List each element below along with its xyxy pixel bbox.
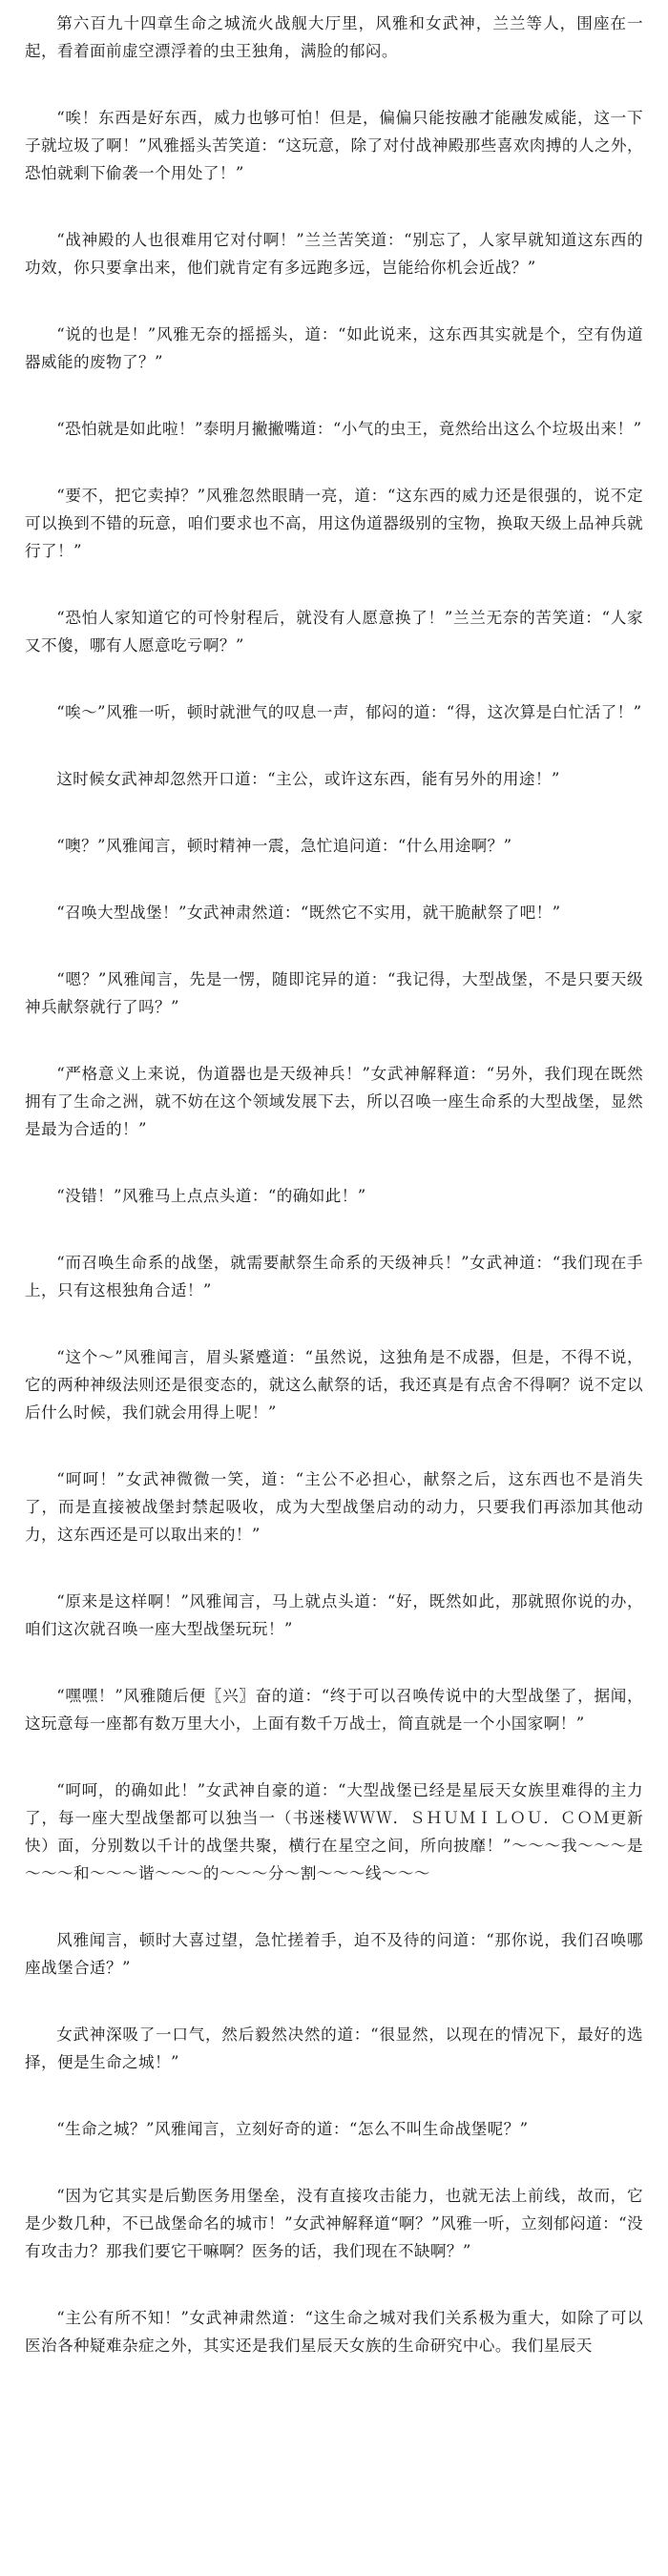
- paragraph-11: “召唤大型战堡！”女武神肃然道：“既然它不实用，就干脆献祭了吧！”: [56, 904, 561, 922]
- paragraph-3: “战神殿的人也很难用它对付啊！”兰兰苦笑道：“别忘了，人家早就知道这东西的功效，你只要拿出来，他们就肯定有多远跑多远，岂能给你机会近战？”: [25, 231, 643, 277]
- paragraph-20: “呵呵，的确如此！”女武神自豪的道：“大型战堡已经是星辰天女族里难得的主力了，每一座大型战堡都可以独当一（书迷楼ＷＷＷ．ＳＨＵＭＩＬＯＵ．ＣＯＭ更新快）面，分别数以千计的战堡共聚，横行在星空之间，所向披靡！”～～～我～～～是～～～和～～～谐～～～的～～～分～割～～～线～～～: [25, 1781, 643, 1882]
- paragraph-22: 女武神深吸了一口气，然后毅然决然的道：“很显然，以现在的情况下，最好的选择，便是生命之城！”: [25, 2025, 643, 2071]
- paragraph-15: “而召唤生命系的战堡，就需要献祭生命系的天级神兵！”女武神道：“我们现在手上，只有这根独角合适！”: [25, 1254, 643, 1299]
- paragraph-12: “嗯？”风雅闻言，先是一愣，随即诧异的道：“我记得，大型战堡，不是只要天级神兵献祭就行了吗？”: [25, 970, 643, 1016]
- paragraph-10: “噢？”风雅闻言，顿时精神一震，急忙追问道：“什么用途啊？”: [56, 837, 512, 855]
- paragraph-19: “嘿嘿！”风雅随后便〖兴〗奋的道：“终于可以召唤传说中的大型战堡了，据闻，这玩意每一座都有数万里大小，上面有数千万战士，简直就是一个小国家啊！”: [25, 1687, 643, 1733]
- paragraph-21: 风雅闻言，顿时大喜过望，急忙搓着手，迫不及待的问道：“那你说，我们召唤哪座战堡合适？”: [25, 1931, 643, 1977]
- paragraph-1: 第六百九十四章生命之城流火战舰大厅里，风雅和女武神，兰兰等人，围座在一起，看着面前虚空漂浮着的虫王独角，满脸的郁闷。: [25, 14, 643, 60]
- paragraph-7: “恐怕人家知道它的可怜射程后，就没有人愿意换了！”兰兰无奈的苦笑道：“人家又不傻，哪有人愿意吃亏啊？”: [25, 609, 643, 654]
- paragraph-24: “因为它其实是后勤医务用堡垒，没有直接攻击能力，也就无法上前线，故而，它是少数几种，不已战堡命名的城市！”女武神解释道“啊？”风雅一听，立刻郁闷道：“没有攻击力？那我们要它干嘛啊？医务的话，我们现在不缺啊？”: [25, 2187, 643, 2260]
- paragraph-5: “恐怕就是如此啦！”泰明月撇撇嘴道：“小气的虫王，竟然给出这么个垃圾出来！”: [56, 420, 642, 438]
- paragraph-6: “要不，把它卖掉？”风雅忽然眼睛一亮，道：“这东西的威力还是很强的，说不定可以换到不错的玩意，咱们要求也不高，用这伪道器级别的宝物，换取天级上品神兵就行了！”: [25, 487, 643, 560]
- paragraph-25: “主公有所不知！”女武神肃然道：“这生命之城对我们关系极为重大，如除了可以医治各种疑难杂症之外，其实还是我们星辰天女族的生命研究中心。我们星辰天: [25, 2309, 643, 2355]
- paragraph-14: “没错！”风雅马上点点头道：“的确如此！”: [56, 1187, 366, 1205]
- paragraph-9: 这时候女武神却忽然开口道：“主公，或许这东西，能有另外的用途！”: [56, 770, 560, 788]
- paragraph-17: “呵呵！”女武神微微一笑，道：“主公不必担心，献祭之后，这东西也不是消失了，而是直接被战堡封禁起吸收，成为大型战堡启动的动力，只要我们再添加其他动力，这东西还是可以取出来的！”: [25, 1470, 643, 1544]
- paragraph-8: “唉～”风雅一听，顿时就泄气的叹息一声，郁闷的道：“得，这次算是白忙活了！”: [56, 703, 642, 721]
- paragraph-18: “原来是这样啊！”风雅闻言，马上就点头道：“好，既然如此，那就照你说的办，咱们这次就召唤一座大型战堡玩玩！”: [25, 1592, 643, 1638]
- paragraph-16: “这个～”风雅闻言，眉头紧蹙道：“虽然说，这独角是不成器，但是，不得不说，它的两种神级法则还是很变态的，就这么献祭的话，我还真是有点舍不得啊？说不定以后什么时候，我们就会用得上呢！”: [25, 1348, 643, 1422]
- paragraph-4: “说的也是！”风雅无奈的摇摇头，道：“如此说来，这东西其实就是个，空有伪道器威能的废物了？”: [25, 325, 643, 371]
- paragraph-13: “严格意义上来说，伪道器也是天级神兵！”女武神解释道：“另外，我们现在既然拥有了生命之洲，就不妨在这个领域发展下去，所以召唤一座生命系的大型战堡，显然是最为合适的！”: [25, 1065, 643, 1138]
- paragraph-2: “唉！东西是好东西，威力也够可怕！但是，偏偏只能按融才能融发威能，这一下子就垃圾了啊！”风雅摇头苦笑道：“这玩意，除了对付战神殿那些喜欢肉搏的人之外，恐怕就剩下偷袭一个用处了！”: [25, 109, 643, 182]
- paragraph-23: “生命之城？”风雅闻言，立刻好奇的道：“怎么不叫生命战堡呢？”: [56, 2120, 529, 2138]
